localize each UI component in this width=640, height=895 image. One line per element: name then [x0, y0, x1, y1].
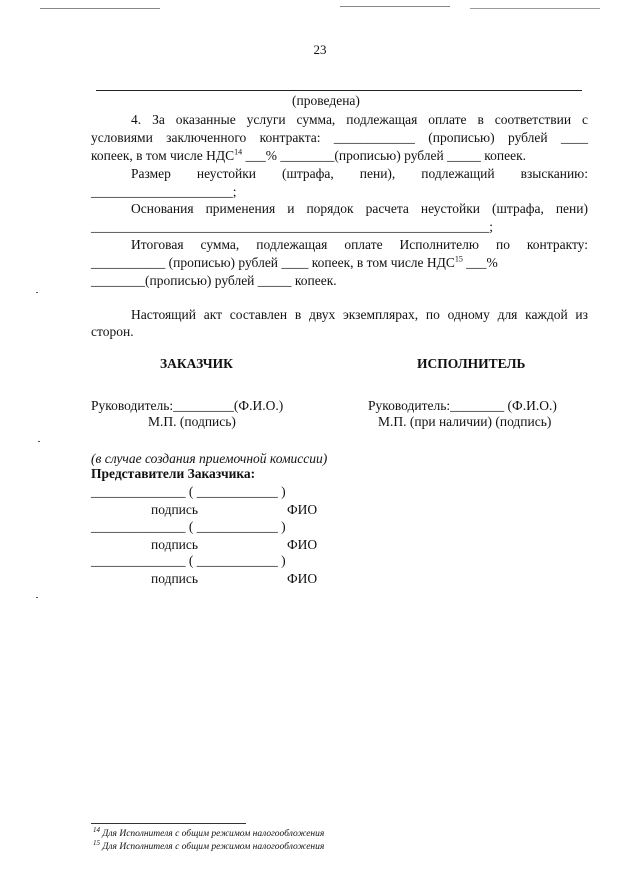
contractor-head-signature: Руководитель:________ (Ф.И.О.) — [368, 398, 557, 413]
footnote-ref-14: 14 — [234, 147, 243, 157]
commission-fio-label-2: ФИО — [287, 537, 318, 552]
footnote-15: $^{15}$ Для Исполнителя с общим режимом налогообложения — [93, 838, 325, 852]
footnote-separator — [91, 823, 246, 824]
commission-heading: Представители Заказчика: — [91, 466, 256, 481]
commission-fio-label-1: ФИО — [287, 502, 318, 517]
basis-line-1: Основания применения и порядок расчета неустойки (штрафа, пени) — [131, 201, 588, 216]
customer-heading: ЗАКАЗЧИК — [160, 356, 233, 371]
customer-head-signature: Руководитель:_________(Ф.И.О.) — [91, 398, 284, 413]
commission-sign-label-1: подпись — [151, 502, 199, 517]
total-line-2: ___________ (прописью) рублей ____ копеек, в том числе НДС$^{15}$ ___% — [91, 254, 498, 270]
total-line-1: Итоговая сумма, подлежащая оплате Исполнителю по контракту: — [131, 237, 588, 252]
commission-sign-label-3: подпись — [151, 571, 199, 586]
contractor-heading: ИСПОЛНИТЕЛЬ — [417, 356, 526, 371]
paragraph-4-line-2: условиями заключенного контракта: ____________ (прописью) рублей ____ — [91, 130, 588, 145]
commission-sign-label-2: подпись — [151, 537, 199, 552]
commission-signature-line-2: ______________ ( ____________ ) — [91, 519, 286, 534]
basis-line-2: ___________________________________________________________; — [91, 219, 494, 234]
penalty-line-1: Размер неустойки (штрафа, пени), подлежащий взысканию: — [131, 166, 588, 181]
scan-speck — [38, 441, 40, 442]
commission-signature-line-1: ______________ ( ____________ ) — [91, 484, 286, 499]
scan-artifact-line — [340, 6, 450, 7]
footnote-14: $^{14}$ Для Исполнителя с общим режимом налогообложения — [93, 825, 325, 839]
provedena-label: (проведена) — [292, 93, 360, 108]
total-line-3: ________(прописью) рублей _____ копеек. — [91, 273, 337, 288]
footnote-ref-15: 15 — [454, 254, 463, 264]
scan-artifact-line — [470, 8, 600, 9]
top-blank-line — [96, 90, 582, 91]
scan-artifact-line — [40, 8, 160, 9]
scan-speck — [36, 597, 38, 598]
commission-signature-line-3: ______________ ( ____________ ) — [91, 553, 286, 568]
act-line-2: сторон. — [91, 324, 134, 339]
commission-note: (в случае создания приемочной комиссии) — [91, 451, 328, 466]
page-number: 23 — [313, 42, 327, 57]
paragraph-4-line-1: 4. За оказанные услуги сумма, подлежащая оплате в соответствии с — [131, 112, 588, 127]
scan-speck — [36, 292, 38, 293]
paragraph-4-line-3: копеек, в том числе НДС$^{14}$ ___% ________(прописью) рублей _____ копеек. — [91, 147, 527, 163]
customer-stamp-line: М.П. (подпись) — [148, 414, 236, 429]
commission-fio-label-3: ФИО — [287, 571, 318, 586]
penalty-line-2: _____________________; — [91, 184, 237, 199]
act-line-1: Настоящий акт составлен в двух экземплярах, по одному для каждой из — [131, 307, 588, 322]
contractor-stamp-line: М.П. (при наличии) (подпись) — [378, 414, 552, 429]
